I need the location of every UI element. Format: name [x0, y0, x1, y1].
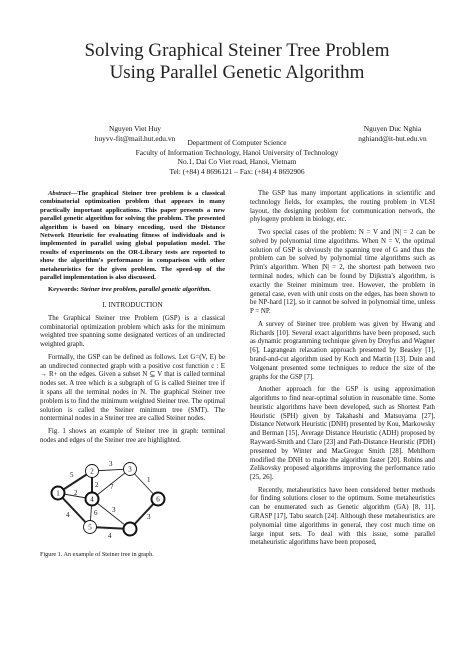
node-label: 6 [156, 495, 160, 504]
node-label: 3 [128, 465, 132, 474]
keywords-label: Keywords: [48, 286, 79, 294]
graph-diagram [40, 449, 225, 549]
edge-weight-label: 3 [109, 460, 113, 469]
affiliation [80, 138, 394, 176]
figure-steiner-graph [40, 449, 225, 549]
edge-weight-label: 6 [94, 509, 98, 518]
graph-node [124, 523, 137, 536]
node-label: 5 [88, 523, 92, 532]
abstract-label: Abstract— [48, 190, 78, 197]
node-label: 4 [90, 495, 94, 504]
abstract [40, 190, 225, 282]
right-column [250, 190, 435, 552]
author-name: Nguyen Viet Huy [109, 124, 161, 133]
author-name: Nguyen Duc Nghia [363, 124, 422, 133]
keywords-text: Steiner tree problem, parallel genetic algorithm. [80, 286, 212, 294]
title-line-2: Using Parallel Genetic Algorithm [109, 62, 365, 83]
figure-caption: Figure 1. An example of Steiner tree in graph. [40, 551, 154, 559]
author-email: huyvv-fit@mail.hut.edu.vn [94, 133, 176, 143]
edge-weight-label: 1 [147, 476, 151, 485]
node-label: 1 [56, 489, 60, 498]
affiliation-line: No.1, Dai Co Viet road, Hanoi, Vietnam [177, 157, 297, 167]
paragraph: Two special cases of the problem: N = V and |N| = 2 can be solved by polynomial time algorithms. When N = V, the optimal solution of GSP is obviously the spanning tree of G and thus the problem can be solved by polynomial time algorithms such as Prim's algorithm. When |N| = 2, the shortest path between two terminal nodes, which can be found by Dijkstra's algorithm, is exactly the Steiner minimum tree. However, the problem in general case, even with unit costs on the edges, has been shown to be NP-hard [12], so it cannot be solved in polynomial time, unless P = NP. [250, 228, 435, 316]
node-label: 2 [90, 467, 94, 476]
edge-weight-label: 5 [70, 471, 74, 480]
edge-weight-label: 3 [147, 513, 151, 522]
abstract-text: The graphical Steiner tree problem is a classical combinatorial optimization problem that appears in many practically important applications. This paper presents a new parallel genetic algorithm for solving the problem. The presented algorithm is based on binary encoding, used the Distance Network Heuristic for evaluating fitness of individuals and is implemented in parallel using global population model. The results of experiments on the OR-Library tests are reported to show the algorithm's performance in comparison with other metaheuristics for the given problem. The speed-up of the parallel implementation is also discussed. [40, 190, 225, 282]
affiliation-line: Tel: (+84) 4 8696121 – Fax: (+84) 4 8692906 [169, 166, 305, 176]
paragraph: Formally, the GSP can be defined as follows. Let G=(V, E) be an undirected connected graph with a positive cost function c : E → R+ on the edges. Given a subset N ⊆ V that is called terminal nodes set. A tree which is a subgraph of G is called Steiner tree if it spans all the terminal nodes in N. The graphical Steiner tree problem is to find the minimum weighted Steiner tree. The optimal solution is called the Steiner minimum tree (SMT). The nonterminal nodes in a Steiner tree are called Steiner nodes. [40, 353, 225, 423]
paragraph: The Graphical Steiner tree Problem (GSP) is a classical combinatorial optimization problem which asks for the minimum weighted tree spanning some designated vertices of an undirected weighted graph. [40, 314, 225, 349]
edge-weight-label: 7 [110, 483, 114, 492]
edge-weight-label: 4 [108, 532, 112, 541]
paragraph: A survey of Steiner tree problem was given by Hwang and Richards [10]. Several exact algorithms have been proposed, such as dynamic programming technique given by Dreyfus and Wagner [6], Lagrangean relaxation approach presented by Beasley [1], brand-and-cut algorithm used by Koch and Martin [13]. Duin and Volgenant presented some techniques to reduce the size of the graphs for the GSP [7]. [250, 320, 435, 381]
title-line-1: Solving Graphical Steiner Tree Problem [84, 40, 390, 61]
paragraph: Another approach for the GSP is using approximation algorithms to find near-optimal solution in reasonable time. Some heuristic algorithms have been developed, such as Shortest Path Heuristic (SPH) given by Takahashi and Matsuyama [27], Distance Network Heuristic (DNH) presented by Kou, Markowsky and Berman [15], Average Distance Heuristic (ADH) proposed by Rayward-Smith and Clare [23] and Path-Distance Heuristic (PDH) presented by Winter and MacGregor Smith [28]. Mehlhorn modified the DNH to make the algorithm faster [20]. Robins and Zelikovsky proposed algorithms improving the performance ratio [25, 26]. [250, 386, 435, 482]
affiliation-line: Department of Computer Science [187, 138, 287, 147]
edge-weight-label: 4 [66, 511, 70, 520]
paper-title [40, 40, 434, 84]
paragraph: Recently, metaheuristics have been considered better methods for finding solutions closer to the optimum. Some metaheuristics can be enumerated such as Genetic algorithm (GA) [8, 11], GRASP [17], Tabu search [24]. Although these metaheuristics are polynomial time algorithms in general, they cost much time on large input sets. To deal with this issue, some parallel metaheuristic algorithms have been proposed, [250, 486, 435, 547]
keywords [40, 286, 225, 295]
affiliation-line: Faculty of Information Technology, Hanoi University of Technology [135, 147, 339, 157]
paragraph: Fig. 1 shows an example of Steiner tree in graph: terminal nodes and edges of the Steiner tree are highlighted. [40, 428, 225, 444]
section-heading: I. INTRODUCTION [102, 301, 163, 310]
edge-weight-label: 2 [74, 489, 78, 498]
paragraph: The GSP has many important applications in scientific and technology fields, for examples, the routing problem in VLSI layout, the designing problem for communication network, the phylogeny problem in biology, etc. [250, 190, 435, 224]
edge-weight-label: 3 [112, 506, 116, 515]
left-column [40, 190, 225, 564]
edge-weight-label: 2 [95, 481, 99, 490]
author-email: nghiand@it-hut.edu.vn [358, 133, 427, 143]
